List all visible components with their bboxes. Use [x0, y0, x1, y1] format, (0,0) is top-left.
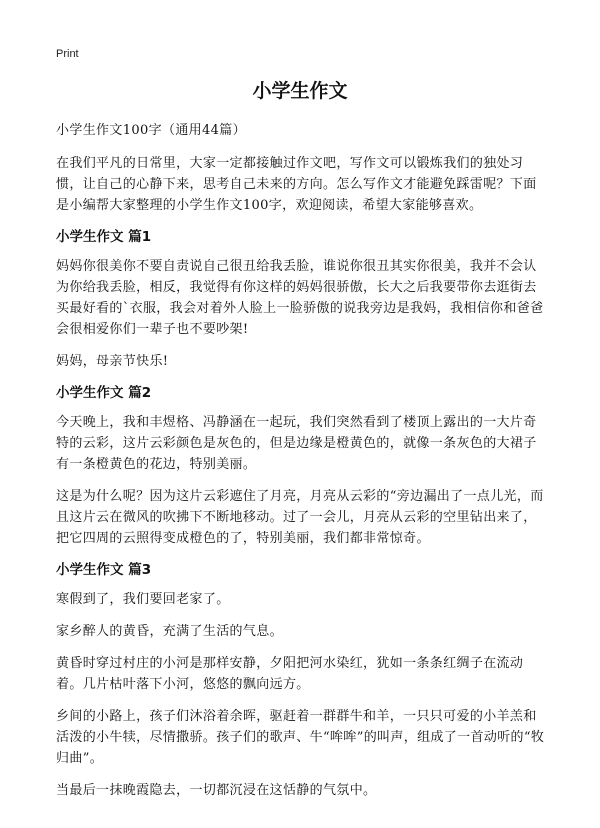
paragraph: 妈妈你很美你不要自责说自己很丑给我丢脸，谁说你很丑其实你很美，我并不会认为你给我丢脸，相反，我觉得有你这样的妈妈很骄傲，长大之后我要带你去逛街去买最好看的`衣服，我会对着外人脸上一脸骄傲的说我旁边是我妈，我相信你和爸爸会很相爱你们一辈子也不要吵架!: [56, 259, 544, 337]
essay-section-3: [56, 560, 546, 801]
paragraph: 今天晚上，我和丰煜格、冯静涵在一起玩，我们突然看到了楼顶上露出的一大片奇特的云彩，这片云彩颜色是灰色的，但是边缘是橙黄色的，就像一条灰色的大裙子有一条橙黄色的花边，特别美丽。: [56, 415, 537, 472]
paragraph: 黄昏时穿过村庄的小河是那样安静，夕阳把河水染红，犹如一条条红绸子在流动着。几片枯叶落下小河，悠悠的飘向远方。: [56, 656, 524, 692]
paragraph: 家乡醉人的黄昏，充满了生活的气息。: [56, 624, 283, 639]
section-heading: 小学生作文 篇1: [56, 229, 152, 245]
section-heading: 小学生作文 篇2: [56, 385, 152, 401]
section-heading: 小学生作文 篇3: [56, 562, 152, 578]
paragraph: 当最后一抹晚霞隐去，一切都沉浸在这恬静的气氛中。: [56, 783, 377, 798]
article-subtitle: 小学生作文100字（通用44篇）: [56, 123, 246, 138]
page-title: 小学生作文: [252, 80, 348, 102]
print-link[interactable]: Print: [56, 48, 79, 60]
paragraph: 寒假到了，我们要回老家了。: [56, 592, 230, 607]
essay-section-1: [56, 227, 546, 372]
intro-paragraph: 在我们平凡的日常里，大家一定都接触过作文吧，写作文可以锻炼我们的独处习惯，让自己的心静下来，思考自己未来的方向。怎么写作文才能避免踩雷呢？下面是小编帮大家整理的小学生作文100字，欢迎阅读，希望大家能够喜欢。: [56, 156, 537, 213]
paragraph: 乡间的小路上，孩子们沐浴着余晖，驱赶着一群群牛和羊，一只只可爱的小羊羔和活泼的小牛犊，尽情撒骄。孩子们的歌声、牛“哞哞”的叫声，组成了一首动听的“牧归曲”。: [56, 709, 545, 766]
paragraph: 这是为什么呢？因为这片云彩遮住了月亮，月亮从云彩的“旁边漏出了一点儿光，而且这片云在微风的吹拂下不断地移动。过了一会儿，月亮从云彩的空里钻出来了，把它四周的云照得变成橙色的了，特别美丽，我们都非常惊奇。: [56, 489, 544, 546]
essay-section-2: [56, 383, 546, 549]
article-body: [56, 120, 546, 812]
paragraph: 妈妈，母亲节快乐!: [56, 354, 169, 369]
